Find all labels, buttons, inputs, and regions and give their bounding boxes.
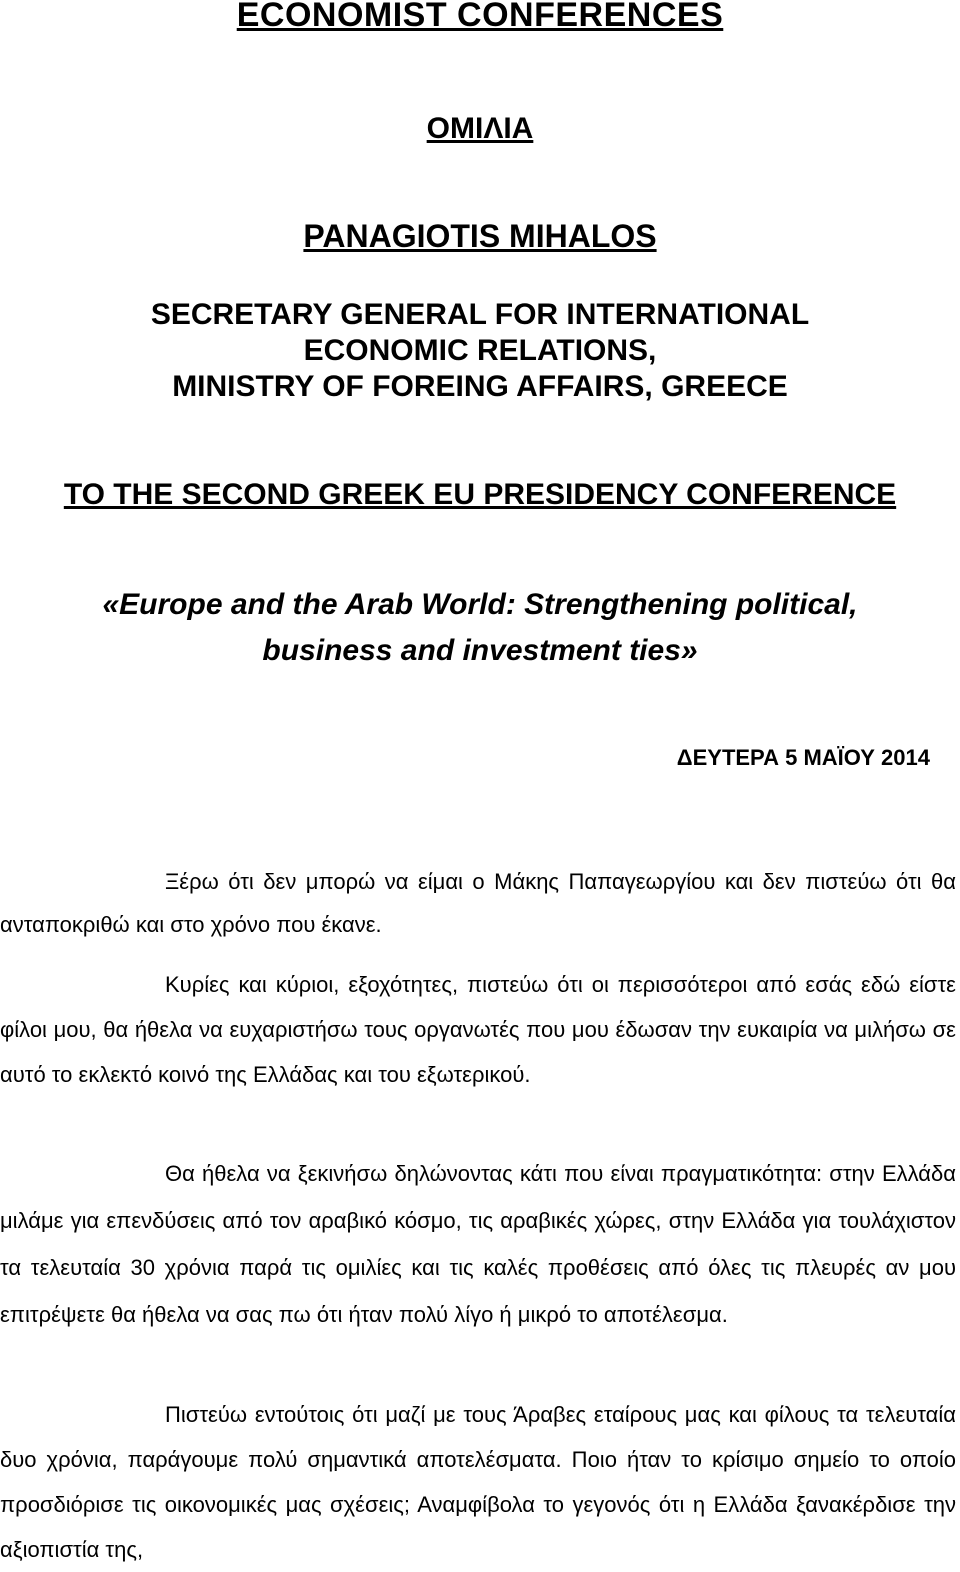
role-line-2: ECONOMIC RELATIONS, (303, 334, 657, 367)
title-line-2: business and investment ties» (262, 634, 698, 667)
paragraph-3: Θα ήθελα να ξεκινήσω δηλώνοντας κάτι που είναι πραγματικότητα: στην Ελλάδα μιλάμε για επενδύσεις από τον αραβικό κόσμο, τις αραβικές χώρες, στην Ελλάδα για τουλάχιστον τα τελευταία 30 χρόνια παρά τις ομιλίες και τις καλές προθέσεις από όλες τις πλευρές αν μου επιτρέψετε θα ήθελα να σας πω ότι ήταν πολύ λίγο ή μικρό το αποτέλεσμα. (0, 1161, 956, 1327)
role-line-1: SECRETARY GENERAL FOR INTERNATIONAL (150, 298, 810, 331)
paragraph-2: Κυρίες και κύριοι, εξοχότητες, πιστεύω ότι οι περισσότεροι από εσάς εδώ είστε φίλοι μου, θα ήθελα να ευχαριστήσω τους οργανωτές που μου έδωσαν την ευκαιρία να μιλήσω σε αυτό το εκλεκτό κοινό της Ελλάδας και του εξωτερικού. (0, 972, 956, 1087)
speaker-name: PANAGIOTIS MIHALOS (303, 218, 657, 254)
speaker-role (0, 297, 960, 405)
conference-title (0, 582, 960, 674)
organization-heading: ECONOMIST CONFERENCES (236, 0, 724, 34)
speech-label: ΟΜΙΛΙΑ (426, 112, 534, 145)
role-line-3: MINISTRY OF FOREING AFFAIRS, GREECE (172, 370, 788, 403)
title-line-1: «Europe and the Arab World: Strengthening political, (102, 588, 858, 621)
paragraph-1: Ξέρω ότι δεν μπορώ να είμαι ο Μάκης Παπαγεωργίου και δεν πιστεύω ότι θα ανταποκριθώ και στο χρόνο που έκανε. (0, 869, 956, 937)
speech-date: ΔΕΥΤΕΡΑ 5 ΜΑΪΟΥ 2014 (676, 745, 930, 770)
conference-heading: TO THE SECOND GREEK EU PRESIDENCY CONFERENCE (63, 478, 897, 511)
paragraph-4: Πιστεύω εντούτοις ότι μαζί με τους Άραβες εταίρους μας και φίλους τα τελευταία δυο χρόνια, παράγουμε πολύ σημαντικά αποτελέσματα. Ποιο ήταν το κρίσιμο σημείο το οποίο προσδιόρισε τις οικονομικές μας σχέσεις; Αναμφίβολα το γεγονός ότι η Ελλάδα ξανακέρδισε την αξιοπιστία της, (0, 1402, 956, 1562)
